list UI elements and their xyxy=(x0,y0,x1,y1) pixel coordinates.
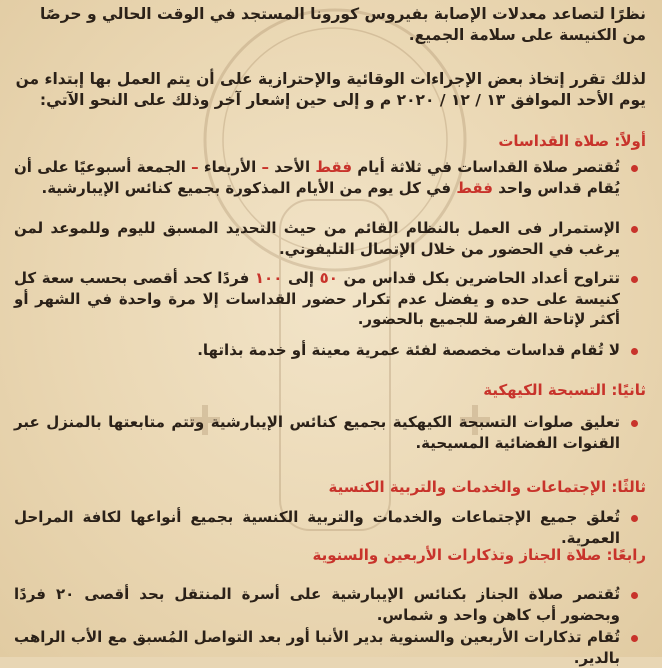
bullet-icon xyxy=(631,635,638,642)
section-1-item-3: تتراوح أعداد الحاضرين بكل قداس من ٥٠ إلى ١٠٠ فردًا كحد أقصى بحسب سعة كل كنيسة على حده و يفضل عدم تكرار حضور القداسات إلا مرة واحدة في الشهر أو أكثر لإتاحة الفرصة للجميع بالحضور. xyxy=(14,268,646,330)
bullet-icon xyxy=(631,515,638,522)
document-body xyxy=(14,0,646,667)
section-1-item-1: تُقتصر صلاة القداسات في ثلاثة أيام فقط الأحد – الأربعاء – الجمعة أسبوعيًا على أن يُقام قداس واحد فقط في كل يوم من الأيام المذكورة بجميع كنائس الإيبارشية. xyxy=(14,157,646,198)
bullet-icon xyxy=(631,276,638,283)
bullet-icon xyxy=(631,226,638,233)
section-3-item-1: تُعلق جميع الإجتماعات والخدمات والتربية الكنسية بجميع أنواعها لكافة المراحل العمرية. xyxy=(14,507,646,548)
bullet-icon xyxy=(631,420,638,427)
section-2-item-1: تعليق صلوات التسبحة الكيهكية بجميع كنائس الإيبارشية وتتم متابعتها بالمنزل عبر القنوات الفضائية المسيحية. xyxy=(14,412,646,453)
section-1-item-4: لا تُقام قداسات مخصصة لفئة عمرية معينة أو خدمة بذاتها. xyxy=(14,340,646,361)
section-3-heading: ثالثًا: الإجتماعات والخدمات والتربية الكنسية xyxy=(328,478,646,496)
intro-paragraph-1: نظرًا لتصاعد معدلات الإصابة بفيروس كورونا المستجد في الوقت الحالي و حرصًا من الكنيسة على سلامة الجميع. xyxy=(39,5,646,44)
section-1-item-2: الإستمرار فى العمل بالنظام القائم من حيث التحديد المسبق لليوم وللموعد لمن يرغب في الحضور من خلال الإتصال التليفوني. xyxy=(14,218,646,259)
bullet-icon xyxy=(631,165,638,172)
intro-paragraph-2: لذلك تقرر إتخاذ بعض الإجراءات الوقائية والإحترازية على أن يتم العمل بها إبتداء من يوم الأحد الموافق ١٣ / ١٢ / ٢٠٢٠ م و إلى حين إشعار آخر وذلك على النحو الآتي: xyxy=(15,70,646,109)
section-2-heading: ثانيًا: التسبحة الكيهكية xyxy=(483,381,646,399)
section-1-heading: أولاً: صلاة القداسات xyxy=(498,132,646,150)
bullet-icon xyxy=(631,592,638,599)
section-4-item-2: تُقام تذكارات الأربعين والسنوية بدير الأنبا أور بعد التواصل المُسبق مع الأب الراهب بالدير. xyxy=(14,627,646,668)
section-4-item-1: تُقتصر صلاة الجناز بكنائس الإيبارشية على أسرة المنتقل بحد أقصى ٢٠ فردًا وبحضور أب كاهن واحد و شماس. xyxy=(14,584,646,625)
section-4-heading: رابعًا: صلاة الجناز وتذكارات الأربعين والسنوية xyxy=(312,546,646,564)
bullet-icon xyxy=(631,348,638,355)
